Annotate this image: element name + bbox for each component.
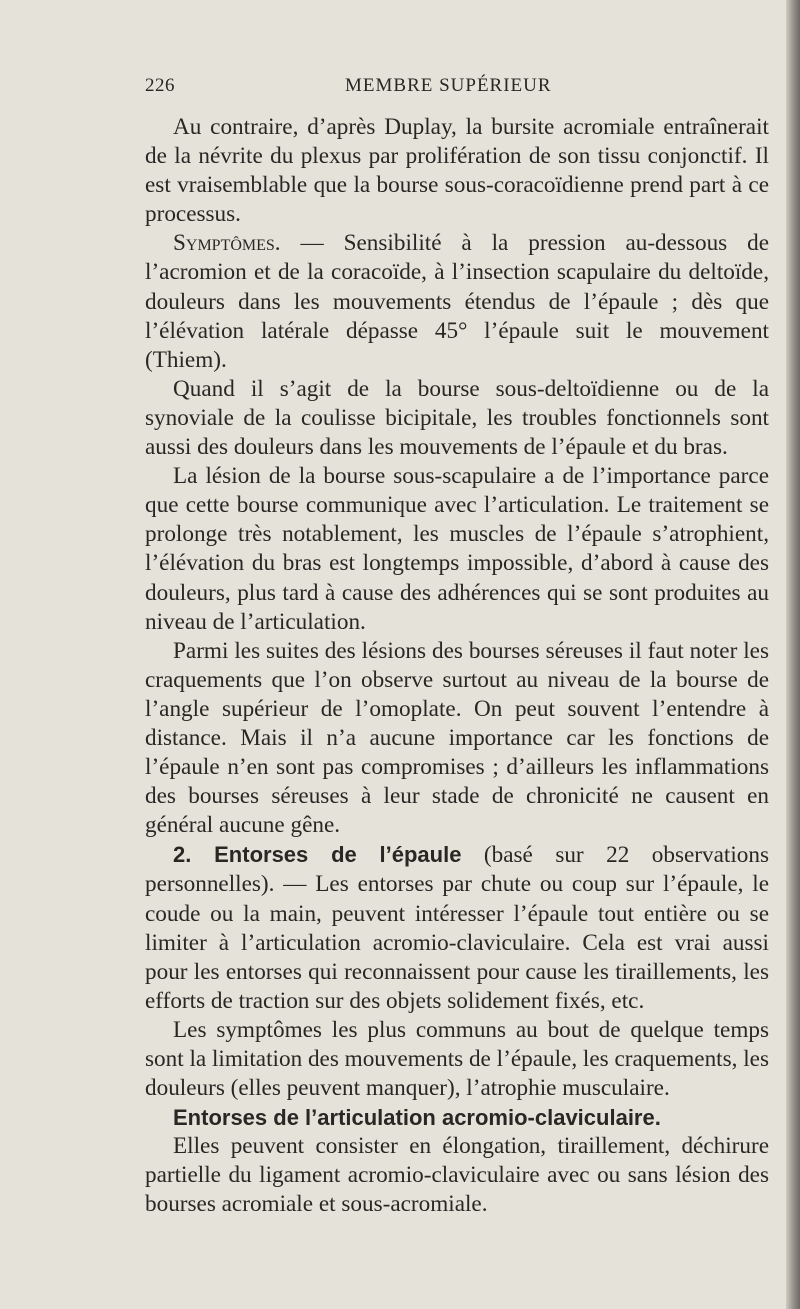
paragraph-craquements: Parmi les suites des lésions des bourses séreuses il faut noter les craquements que l’on observe surtout au niveau de la bourse de l’angle supérieur de l’omoplate. On peut souvent l’entendre à distance. Mais il n’a aucune importance car les fonctions de l’épaule n’en sont pas compromises ; d’ailleurs les inflammations des bourses séreuses à leur stade de chronicité ne causent en général aucune gêne. xyxy=(145,637,769,839)
page-text-block xyxy=(145,75,769,1220)
paragraph-sous-deltoidienne: Quand il s’agit de la bourse sous-deltoïdienne ou de la synoviale de la coulisse bicipitale, les troubles fonctionnels sont aussi des douleurs dans les mouvements de l’épaule et du bras. xyxy=(145,375,769,461)
paragraph-symptomes-communs: Les symptômes les plus communs au bout de quelque temps sont la limitation des mouvements de l’épaule, les craquements, les douleurs (elles peuvent manquer), l’atrophie musculaire. xyxy=(145,1016,769,1102)
running-title: MEMBRE SUPÉRIEUR xyxy=(345,75,552,96)
running-head xyxy=(145,75,769,97)
paragraph-duplay: Au contraire, d’après Duplay, la bursite acromiale entraînerait de la névrite du plexus par prolifération de son tissu conjonctif. Il est vraisemblable que la bourse sous-coracoïdienne prend part à ce processus. xyxy=(145,114,769,228)
symptomes-lead: Symptômes. xyxy=(173,230,281,257)
paragraph-entorses-epaule xyxy=(145,840,769,1016)
page-edge-shadow xyxy=(786,0,800,1309)
entorses-epaule-text: (basé sur 22 observations personnelles). — Les entorses par chute ou coup sur l’épaule, le coude ou la main, peuvent intéresser l’épaule tout entière ou se limiter à l’articulation acromio-claviculaire. Cela est vrai aussi pour les entorses qui reconnaissent pour cause les tiraillements, les efforts de traction sur des objets solidement fixés, etc. xyxy=(145,842,769,1014)
paragraph-symptomes xyxy=(145,229,769,374)
symptomes-text: — Sensibilité à la pression au-dessous de l’acromion et de la coracoïde, à l’insection scapulaire du deltoïde, douleurs dans les mouvements étendus de l’épaule ; dès que l’élévation latérale dépasse 45° l’épaule suit le mouvement (Thiem). xyxy=(145,230,769,373)
entorses-epaule-heading: 2. Entorses de l’épaule xyxy=(173,842,462,868)
section-subheading: Entorses de l’articulation acromio-claviculaire. xyxy=(173,1105,661,1131)
paragraph-sous-scapulaire: La lésion de la bourse sous-scapulaire a de l’importance parce que cette bourse communique avec l’articulation. Le traitement se prolonge très notablement, les muscles de l’épaule s’atrophient, l’élévation du bras est longtemps impossible, d’abord à cause des douleurs, plus tard à cause des adhérences qui se sont produites au niveau de l’articulation. xyxy=(145,463,769,635)
paragraph-elongation: Elles peuvent consister en élongation, tiraillement, déchirure partielle du ligament acromio-claviculaire avec ou sans lésion des bourses acromiale et sous-acromiale. xyxy=(145,1133,769,1218)
page-number: 226 xyxy=(145,75,175,96)
